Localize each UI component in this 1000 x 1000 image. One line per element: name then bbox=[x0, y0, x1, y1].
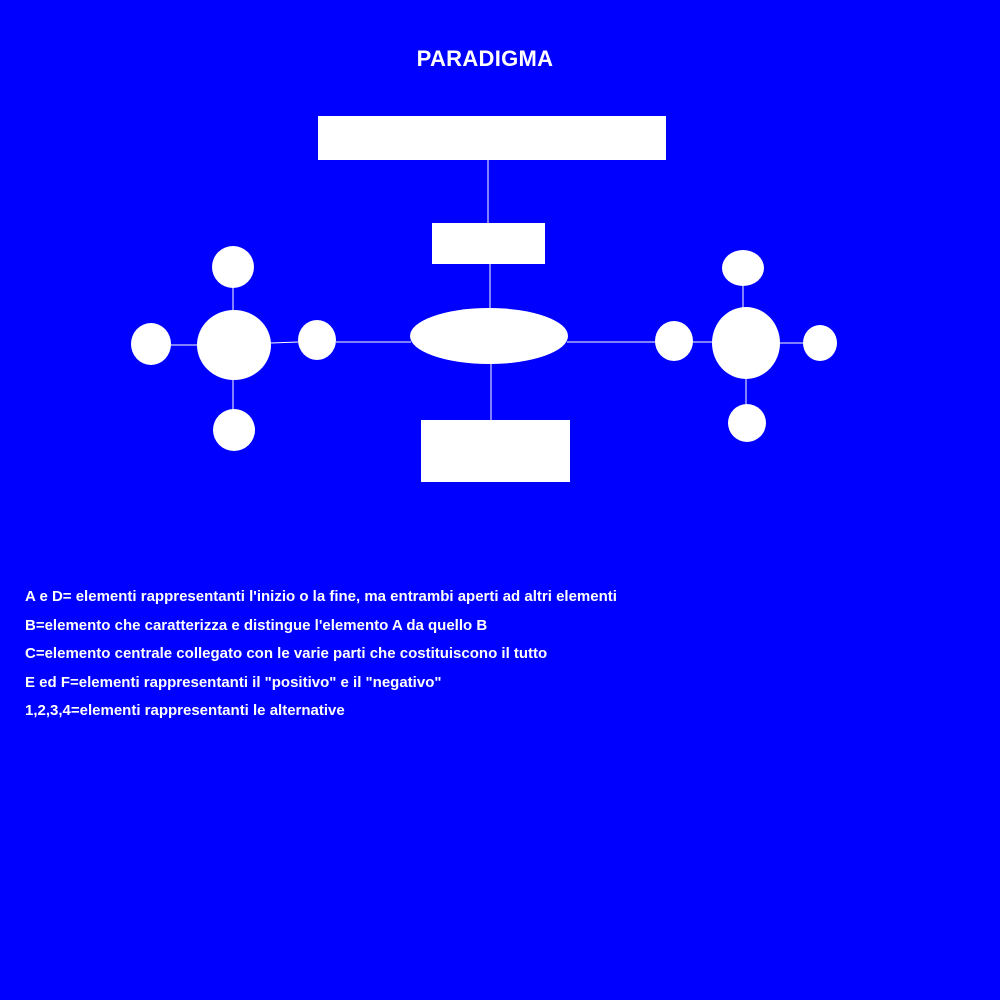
right-top-circle bbox=[722, 250, 764, 286]
left-hub-circle bbox=[197, 310, 271, 380]
legend-item-e-f: E ed F=elementi rappresentanti il "positivo" e il "negativo" bbox=[25, 673, 442, 691]
legend-item-c: C=elemento centrale collegato con le varie parti che costituiscono il tutto bbox=[25, 645, 548, 662]
top-box bbox=[318, 116, 666, 160]
right-inner-circle bbox=[655, 321, 693, 361]
legend-item-b: B=elemento che caratterizza e distingue l'elemento A da quello B bbox=[25, 616, 488, 634]
left-outer-circle bbox=[131, 323, 171, 365]
right-bottom-circle bbox=[728, 404, 766, 442]
center-ellipse bbox=[410, 308, 568, 364]
left-bottom-circle bbox=[213, 409, 255, 451]
page-title: PARADIGMA bbox=[416, 46, 554, 71]
legend-list bbox=[25, 587, 617, 730]
right-outer-circle bbox=[803, 325, 837, 361]
legend-item-alternatives: 1,2,3,4=elementi rappresentanti le alternative bbox=[25, 702, 345, 719]
small-box bbox=[432, 223, 545, 264]
right-hub-circle bbox=[712, 307, 780, 379]
bottom-box bbox=[421, 420, 570, 482]
left-top-circle bbox=[212, 246, 254, 288]
left-inner-circle bbox=[298, 320, 336, 360]
connector-left-hub-right bbox=[271, 342, 298, 343]
legend-item-a-d: A e D= elementi rappresentanti l'inizio o la fine, ma entrambi aperti ad altri elementi bbox=[25, 588, 617, 605]
